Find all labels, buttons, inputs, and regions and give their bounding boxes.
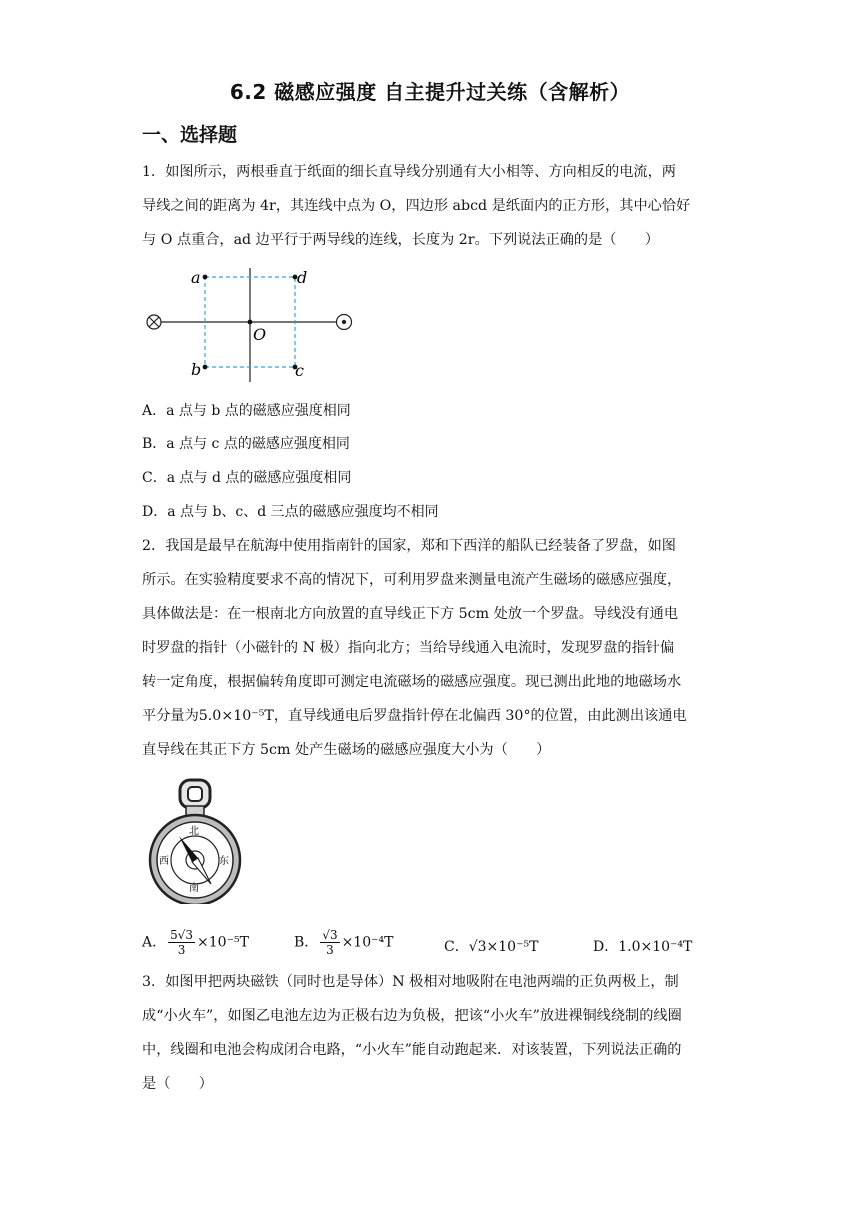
- compass-south: 南: [189, 883, 199, 894]
- compass-west: 西: [159, 856, 169, 867]
- point-b: [203, 365, 208, 370]
- label-b: b: [191, 360, 202, 379]
- wire-out-of-page-icon: [337, 315, 352, 330]
- q2-line-3: 具体做法是：在一根南北方向放置的直导线正下方 5cm 处放一个罗盘。导线没有通电: [142, 606, 679, 622]
- q2-choice-c[interactable]: C．√3×10⁻⁵T: [444, 939, 539, 955]
- q2-line-5: 转一定角度，根据偏转角度即可测定电流磁场的磁感应强度。现已测出此地的地磁场水: [142, 674, 682, 690]
- page-title: 6.2 磁感应强度 自主提升过关练（含解析）: [229, 80, 631, 104]
- point-a: [203, 275, 208, 280]
- q1-option-c[interactable]: C．a 点与 d 点的磁感应强度相同: [142, 470, 352, 486]
- label-a: a: [191, 268, 201, 287]
- label-d: d: [297, 268, 308, 287]
- q1-option-a[interactable]: A．a 点与 b 点的磁感应强度相同: [142, 403, 351, 419]
- wire-into-page-icon: [147, 315, 161, 329]
- q2-choice-d[interactable]: D．1.0×10⁻⁴T: [593, 939, 693, 955]
- q1-line-3: 与 O 点重合，ad 边平行于两导线的连线，长度为 2r。下列说法正确的是（ ）: [142, 232, 660, 248]
- label-c: c: [295, 361, 304, 380]
- q3-line-1: 3．如图甲把两块磁铁（同时也是导体）N 极相对地吸附在电池两端的正负两极上，制: [142, 974, 679, 990]
- q2-choice-a[interactable]: A． $\frac{5√3}{3}$ ×10⁻⁵T: [142, 928, 249, 957]
- q2-line-7: 直导线在其正下方 5cm 处产生磁场的磁感应强度大小为（ ）: [142, 742, 551, 758]
- q2-choice-b[interactable]: B． $\frac{√3}{3}$ ×10⁻⁴T: [294, 928, 394, 957]
- q2-line-4: 时罗盘的指针（小磁针的 N 极）指向北方；当给导线通入电流时，发现罗盘的指针偏: [142, 640, 675, 656]
- compass-figure: [145, 778, 245, 904]
- label-o: O: [253, 325, 267, 344]
- q2-line-6: 平分量为5.0×10⁻⁵T，直导线通电后罗盘指针停在北偏西 30°的位置，由此测出该通电: [142, 708, 687, 724]
- compass-north: 北: [189, 826, 199, 837]
- q1-line-1: 1．如图所示，两根垂直于纸面的细长直导线分别通有大小相等、方向相反的电流，两: [142, 164, 676, 180]
- q3-line-4: 是（ ）: [142, 1076, 213, 1092]
- q1-option-d[interactable]: D．a 点与 b、c、d 三点的磁感应强度均不相同: [142, 504, 439, 520]
- q3-line-2: 成“小火车”，如图乙电池左边为正极右边为负极，把该“小火车”放进裸铜线绕制的线圈: [142, 1008, 682, 1024]
- q1-line-2: 导线之间的距离为 4r，其连线中点为 O，四边形 abcd 是纸面内的正方形，其中心恰好: [142, 198, 691, 214]
- q1-option-b[interactable]: B．a 点与 c 点的磁感应强度相同: [142, 436, 350, 452]
- compass-east: 东: [219, 856, 229, 867]
- q2-line-1: 2．我国是最早在航海中使用指南针的国家，郑和下西洋的船队已经装备了罗盘，如图: [142, 538, 676, 554]
- q3-line-3: 中，线圈和电池会构成闭合电路，“小火车”能自动跑起来．对该装置，下列说法正确的: [142, 1042, 682, 1058]
- q2-line-2: 所示。在实验精度要求不高的情况下，可利用罗盘来测量电流产生磁场的磁感应强度，: [142, 572, 682, 588]
- q1-figure: [140, 262, 370, 387]
- point-o: [248, 320, 253, 325]
- section-heading: 一、选择题: [142, 124, 238, 146]
